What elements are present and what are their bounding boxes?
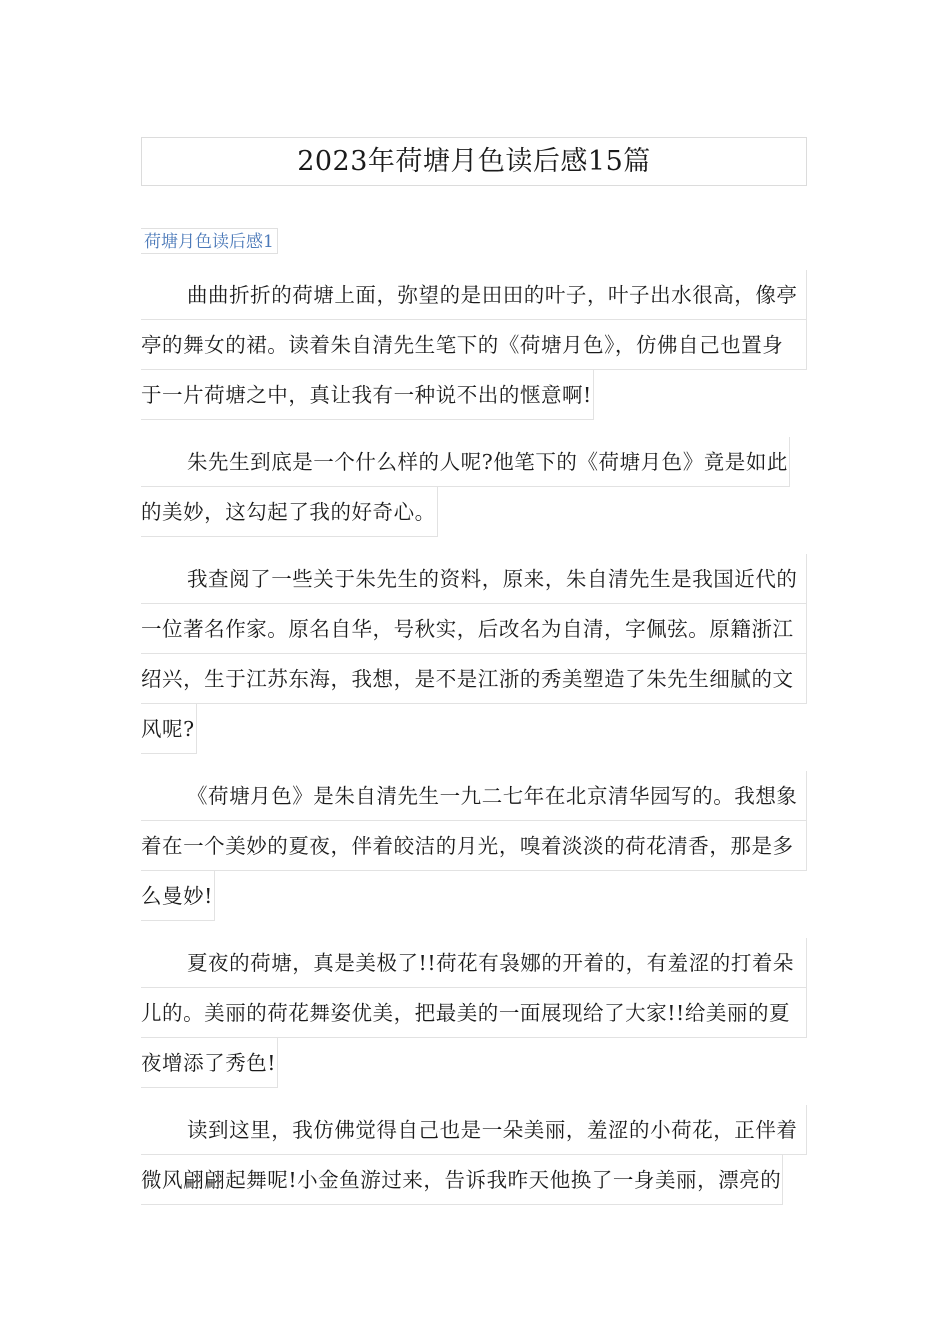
text-line: 么曼妙! — [141, 871, 215, 921]
text-line: 读到这里，我仿佛觉得自己也是一朵美丽，羞涩的小荷花，正伴着 — [141, 1105, 807, 1155]
text-line: 的美妙，这勾起了我的好奇心。 — [141, 487, 438, 537]
text-line: 亭的舞女的裙。读着朱自清先生笔下的《荷塘月色》，仿佛自己也置身 — [141, 320, 807, 370]
text-line: 微风翩翩起舞呢!小金鱼游过来，告诉我昨天他换了一身美丽，漂亮的 — [141, 1155, 783, 1205]
text-line: 绍兴，生于江苏东海，我想，是不是江浙的秀美塑造了朱先生细腻的文 — [141, 654, 807, 704]
text-line: 着在一个美妙的夏夜，伴着皎洁的月光，嗅着淡淡的荷花清香，那是多 — [141, 821, 807, 871]
text-line: 风呢? — [141, 704, 197, 754]
text-line: 《荷塘月色》是朱自清先生一九二七年在北京清华园写的。我想象 — [141, 771, 807, 821]
paragraph — [141, 554, 807, 754]
paragraph — [141, 938, 807, 1088]
paragraph — [141, 437, 807, 537]
text-line: 曲曲折折的荷塘上面，弥望的是田田的叶子，叶子出水很高，像亭 — [141, 270, 807, 320]
text-line: 夜增添了秀色! — [141, 1038, 278, 1088]
text-line: 我查阅了一些关于朱先生的资料，原来，朱自清先生是我国近代的 — [141, 554, 807, 604]
document-title: 2023年荷塘月色读后感15篇 — [141, 137, 807, 186]
document-body — [141, 270, 807, 1222]
section-heading: 荷塘月色读后感1 — [141, 228, 278, 254]
text-line: 于一片荷塘之中，真让我有一种说不出的惬意啊! — [141, 370, 594, 420]
paragraph — [141, 771, 807, 921]
text-line: 朱先生到底是一个什么样的人呢?他笔下的《荷塘月色》竟是如此 — [141, 437, 790, 487]
text-line: 儿的。美丽的荷花舞姿优美，把最美的一面展现给了大家!!给美丽的夏 — [141, 988, 807, 1038]
paragraph — [141, 1105, 807, 1205]
text-line: 夏夜的荷塘，真是美极了!!荷花有袅娜的开着的，有羞涩的打着朵 — [141, 938, 807, 988]
paragraph — [141, 270, 807, 420]
text-line: 一位著名作家。原名自华，号秋实，后改名为自清，字佩弦。原籍浙江 — [141, 604, 807, 654]
